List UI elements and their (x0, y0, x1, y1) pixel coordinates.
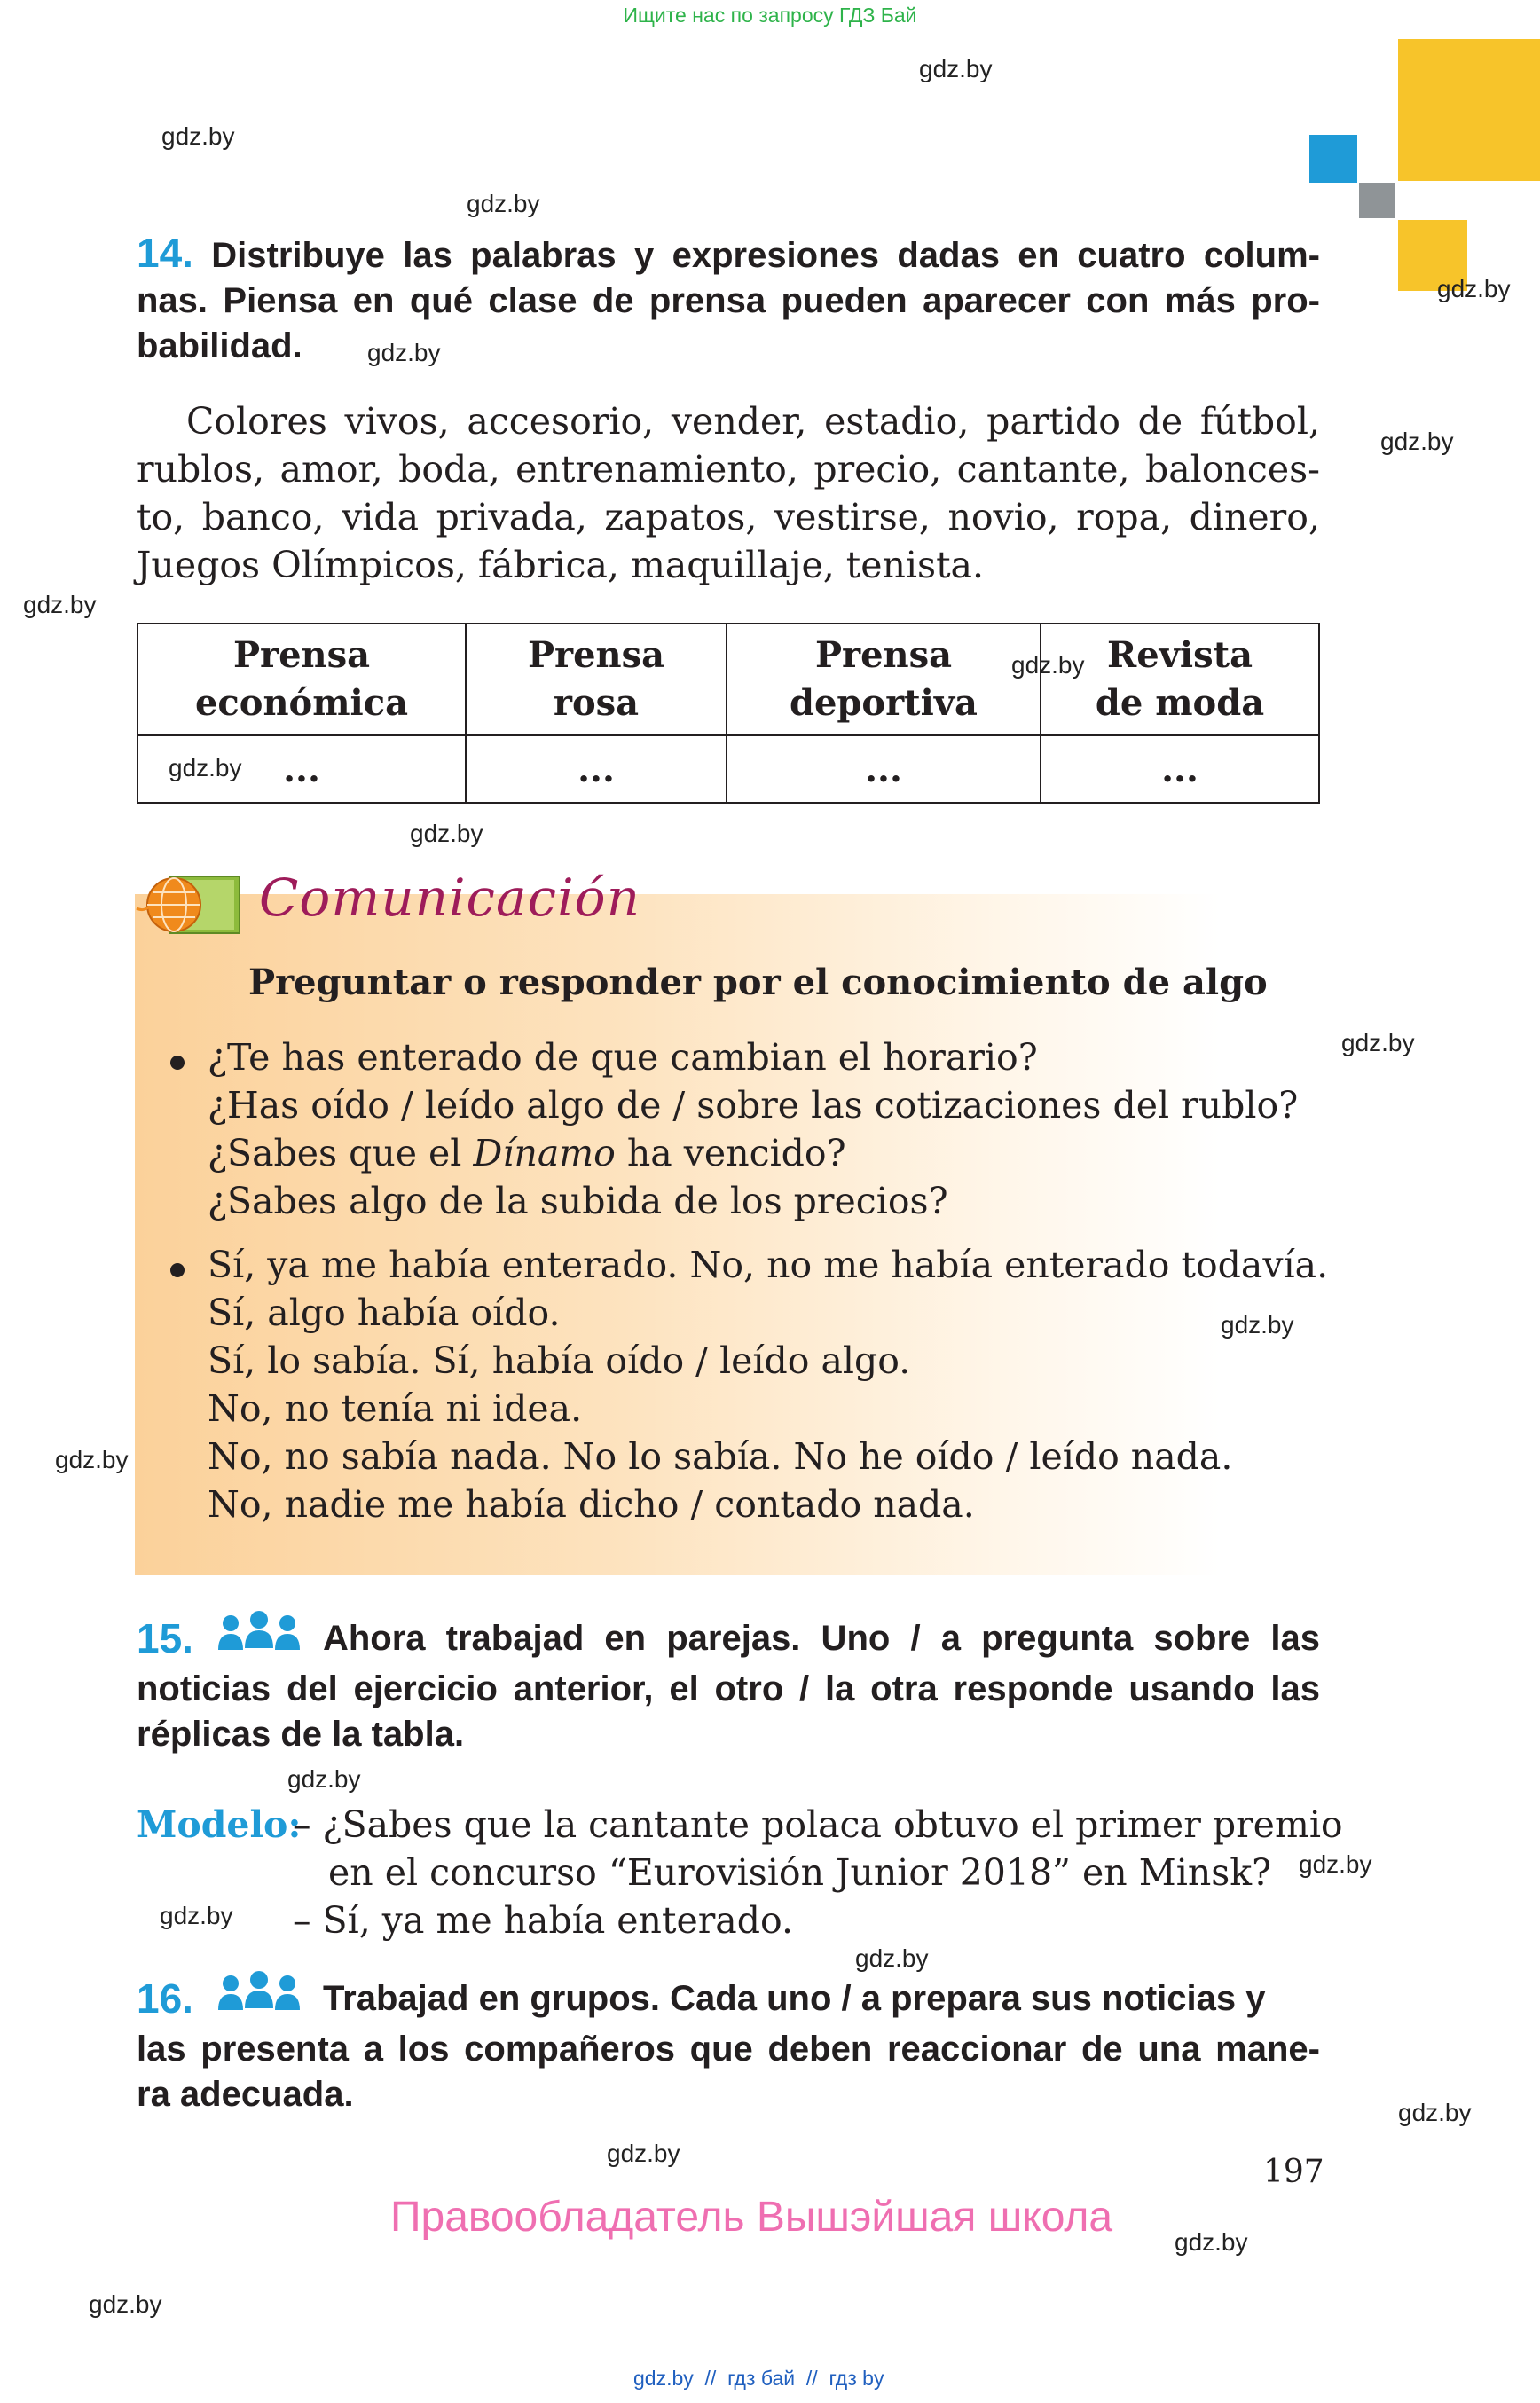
globe-book-icon (135, 869, 248, 940)
watermark: gdz.by (855, 1944, 929, 1972)
watermark: gdz.by (1437, 275, 1511, 302)
task16-line1: 16. Trabajad en grupos. Cada uno / a prepara sus noticias y (137, 1971, 1320, 2027)
watermark: gdz.by (1221, 1311, 1294, 1339)
watermark: gdz.by (169, 754, 242, 781)
answer-line: Sí, algo había oído. (208, 1292, 561, 1334)
task16-line2: las presenta a los compañeros que deben reaccionar de una mane- (137, 2030, 1320, 2069)
task14-number: 14. (137, 230, 193, 276)
table-cell: ... (138, 735, 466, 803)
table-row (138, 735, 1319, 803)
page-number: 197 (1263, 2154, 1324, 2190)
task16-heading (137, 1971, 1320, 2117)
watermark: gdz.by (1175, 2228, 1248, 2256)
question-line: ¿Has oído / leído algo de / sobre las cotizaciones del rublo? (208, 1084, 1299, 1127)
comunicacion-subtitle: Preguntar o responder por el conocimiento de algo (248, 962, 1268, 1003)
watermark: gdz.by (410, 820, 483, 847)
watermark: gdz.by (1380, 428, 1454, 455)
dinamo-italic: Dínamo (473, 1132, 616, 1174)
watermark: gdz.by (607, 2140, 680, 2167)
watermark: gdz.by (287, 1765, 361, 1793)
task15-heading (137, 1611, 1320, 1757)
task14-line3: babilidad. (137, 326, 302, 365)
table-header: Revista de moda (1041, 624, 1319, 735)
watermark: gdz.by (1299, 1850, 1372, 1878)
watermark: gdz.by (1341, 1029, 1415, 1056)
task15-number: 15. (137, 1615, 193, 1661)
answer-line: No, no tenía ni idea. (208, 1387, 583, 1430)
question-line: ¿Sabes que el Dínamo ha vencido? (208, 1132, 846, 1174)
answer-line: Sí, lo sabía. Sí, había oído / leído algo. (208, 1339, 911, 1382)
watermark: gdz.by (1011, 651, 1085, 679)
word-list-line: rublos, amor, boda, entrenamiento, precio, cantante, balonces- (137, 448, 1320, 491)
press-table (137, 623, 1320, 804)
task14-word-list (137, 397, 1320, 589)
answer-line: Sí, ya me había enterado. No, no me había enterado todavía. (208, 1244, 1329, 1286)
modelo-line: en el concurso “Eurovisión Junior 2018” en Minsk? (328, 1851, 1272, 1894)
bullet (170, 1056, 185, 1070)
pair-work-icon (215, 1611, 303, 1667)
task15-line2: noticias del ejercicio anterior, el otro / la otra responde usando las (137, 1669, 1320, 1708)
question-line: ¿Sabes algo de la subida de los precios? (208, 1180, 948, 1222)
task14-line2: nas. Piensa en qué clase de prensa pueden aparecer con más pro- (137, 281, 1320, 320)
watermark: gdz.by (161, 122, 235, 150)
word-list-line: Juegos Olímpicos, fábrica, maquillaje, tenista. (137, 544, 985, 586)
table-header-row (138, 624, 1319, 735)
question-line: ¿Te has enterado de que cambian el horario? (208, 1036, 1038, 1079)
word-list-line: to, banco, vida privada, zapatos, vestirse, novio, ropa, dinero, (137, 496, 1320, 538)
table-header: Prensa rosa (466, 624, 727, 735)
table-header: Prensa económica (138, 624, 466, 735)
decor-square-blue (1309, 135, 1357, 183)
modelo-label: Modelo: (137, 1803, 302, 1846)
watermark: gdz.by (160, 1902, 233, 1929)
table-cell: ... (727, 735, 1041, 803)
task14-heading (137, 231, 1320, 369)
task14-line1: 14. Distribuye las palabras y expresiones dadas en cuatro colum- (137, 230, 1320, 276)
answer-line: No, no sabía nada. No lo sabía. No he oído / leído nada. (208, 1435, 1233, 1478)
watermark: gdz.by (89, 2290, 162, 2318)
watermark: gdz.by (367, 339, 441, 366)
modelo-line: – ¿Sabes que la cantante polaca obtuvo el primer premio (293, 1803, 1343, 1846)
answer-line: No, nadie me había dicho / contado nada. (208, 1483, 975, 1526)
watermark: gdz.by (919, 55, 993, 82)
modelo-line: – Sí, ya me había enterado. (293, 1899, 793, 1942)
decor-square-gray (1359, 183, 1395, 218)
table-cell: ... (1041, 735, 1319, 803)
copyright-holder: Правообладатель Вышэйшая школа (390, 2194, 1113, 2241)
task15-line1: 15. Ahora trabajad en parejas. Uno / a pregunta sobre las (137, 1611, 1320, 1667)
top-banner[interactable]: Ищите нас по запросу ГДЗ Бай (623, 4, 917, 27)
watermark: gdz.by (55, 1446, 129, 1473)
table-header: Prensa deportiva (727, 624, 1041, 735)
decor-square-yellow-large (1398, 39, 1540, 181)
watermark: gdz.by (467, 190, 540, 217)
group-work-icon (215, 1971, 303, 2027)
table-cell: ... (466, 735, 727, 803)
bullet (170, 1263, 185, 1277)
watermark: gdz.by (23, 591, 97, 618)
task16-line3: ra adecuada. (137, 2075, 354, 2114)
word-list-line: Colores vivos, accesorio, vender, estadio, partido de fútbol, (186, 400, 1320, 443)
watermark: gdz.by (1398, 2099, 1472, 2126)
bottom-links[interactable]: gdz.by // гдз бай // гдз by (633, 2367, 884, 2390)
task15-line3: réplicas de la tabla. (137, 1715, 465, 1754)
task16-number: 16. (137, 1975, 193, 2022)
comunicacion-title: Comunicación (259, 868, 640, 928)
